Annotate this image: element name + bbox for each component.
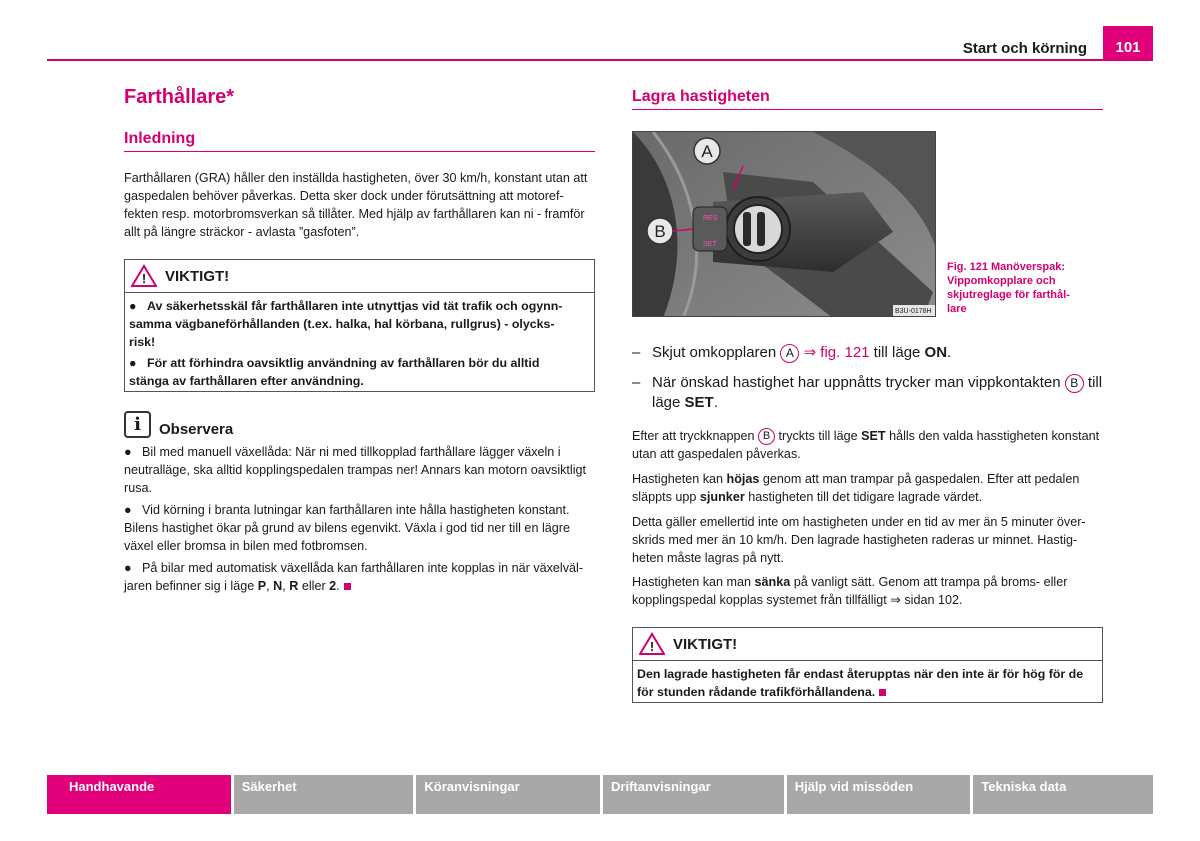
section-heading-inledning: Inledning: [124, 130, 595, 152]
bullet-icon: ●: [124, 445, 132, 459]
text-line: Farthållaren (GRA) håller den inställda hastigheten, över 30 km/h, konstant utan att: [124, 171, 588, 185]
bullet-icon: ●: [124, 561, 132, 575]
text-line: gaspedalen behöver påverkas. Detta sker dock under förutsättning att motoref-: [124, 189, 564, 203]
tab-driftanvisningar[interactable]: Driftanvisningar: [603, 775, 784, 814]
warning-box: [124, 259, 595, 392]
svg-text:!: !: [141, 271, 147, 286]
paragraph-decrease: Hastigheten kan man sänka på vanligt sätt. Genom att trampa på broms- eller kopplingspedal kopplas systemet från tillfälligt ⇒ sidan 102.: [632, 575, 1068, 607]
warning-header: [125, 260, 594, 293]
warning-triangle-icon: [639, 632, 665, 656]
step-2: – När önskad hastighet har uppnåtts trycker man vippkontakten B till läge SET.: [632, 374, 1103, 411]
warning-body: [125, 293, 594, 397]
tab-tekniska-data[interactable]: Tekniska data: [973, 775, 1153, 814]
figure-cruise-control-lever: [632, 131, 936, 317]
bullet-icon: ●: [129, 299, 137, 313]
intro-paragraph: [124, 169, 604, 241]
note-body: [124, 443, 604, 595]
paragraph-set: Efter att tryckknappen B tryckts till läge SET hålls den valda hasstigheten konstant utan att gaspedalen påverkas.: [632, 429, 1100, 462]
warning-label: VIKTIGT!: [673, 635, 738, 653]
lever-illustration: [633, 132, 936, 317]
callout-b: B: [654, 222, 666, 241]
figure-caption: Fig. 121 Manöverspak: Vippomkopplare och skjutreglage för farthål- lare: [947, 261, 1070, 315]
text-line: fekten resp. motorbromsverkan så tillåter. Med hjälp av farthållaren kan ni - framför: [124, 207, 585, 221]
callout-a: A: [701, 142, 713, 161]
warning-box-right: [632, 627, 1103, 703]
page-number: 101: [1103, 26, 1153, 61]
figure-link[interactable]: ⇒ fig. 121: [799, 344, 870, 361]
bullet-icon: ●: [124, 503, 132, 517]
text-line: allt på längre sträckor - avlasta ”gasfoten”.: [124, 225, 360, 239]
running-header: Start och körning: [962, 40, 1087, 57]
svg-text:!: !: [649, 639, 655, 654]
note-label: Observera: [159, 421, 234, 438]
end-mark-icon: [344, 583, 351, 590]
tab-hjalp[interactable]: Hjälp vid missöden: [787, 775, 971, 814]
note-header: [124, 411, 233, 438]
note-item: ● På bilar med automatisk växellåda kan farthållaren inte kopplas in när växelväl- jaren befinner sig i läge P, N, R eller 2.: [124, 561, 584, 593]
callout-a-ref: A: [780, 344, 799, 363]
callout-b-ref: B: [1065, 374, 1084, 393]
set-label: SET: [703, 241, 717, 248]
paragraph-increase: Hastigheten kan höjas genom att man trampar på gaspedalen. Efter att pedalen släppts upp sjunker hastigheten till det tidigare lagrade värdet.: [632, 472, 1080, 504]
tab-sakerhet[interactable]: Säkerhet: [234, 775, 414, 814]
info-icon: i: [124, 411, 151, 438]
warning-body: Den lagrade hastigheten får endast återupptas när den inte är för hög för de för stunden rådande trafikförhållandena.: [637, 667, 1084, 699]
callout-b-ref: B: [758, 428, 775, 445]
warning-label: VIKTIGT!: [165, 267, 230, 285]
footer-tabs: [47, 775, 1153, 814]
warning-item: ● Av säkerhetsskäl får farthållaren inte utnyttjas vid tät trafik och ogynn- samma vägbaneförhållanden (t.ex. halka, hal körbana, rullgrus) - olycks- risk!: [129, 299, 563, 349]
section-heading-lagra: Lagra hastigheten: [632, 88, 1103, 110]
tab-koranvisningar[interactable]: Köranvisningar: [416, 775, 600, 814]
warning-triangle-icon: [131, 264, 157, 288]
end-mark-icon: [879, 689, 886, 696]
note-item: ● Bil med manuell växellåda: När ni med tillkopplad farthållare lägger växeln i neutralläge, ska alltid kopplingspedalen trampas ner! Annars kan motorn oavsiktligt rusa.: [124, 445, 587, 495]
tab-handhavande[interactable]: Handhavande: [47, 775, 231, 814]
res-label: RES: [703, 215, 718, 222]
header-rule: [47, 59, 1153, 61]
page-title: Farthållare*: [124, 86, 235, 108]
warning-item: ● För att förhindra oavsiktlig användning av farthållaren bör du alltid stänga av farthållaren efter användning.: [129, 356, 540, 388]
figure-code: B3U-0178H: [895, 308, 932, 315]
note-item: ● Vid körning i branta lutningar kan farthållaren inte hålla hastigheten konstant. Bilens hastighet ökar på grund av bilens egenvikt. Växla i god tid ner till en lägre växel eller bromsa in bilen med fotbromsen.: [124, 503, 570, 553]
warning-header: [633, 628, 1102, 661]
paragraph-exceed: Detta gäller emellertid inte om hastigheten under en tid av mer än 5 minuter över- skrids med mer än 10 km/h. Den lagrade hastigheten raderas ur minnet. Hastig- heten måste lagras på nytt.: [632, 515, 1086, 565]
bullet-icon: ●: [129, 356, 137, 370]
step-1: – Skjut omkopplaren A ⇒ fig. 121 till läge ON.: [632, 344, 952, 361]
